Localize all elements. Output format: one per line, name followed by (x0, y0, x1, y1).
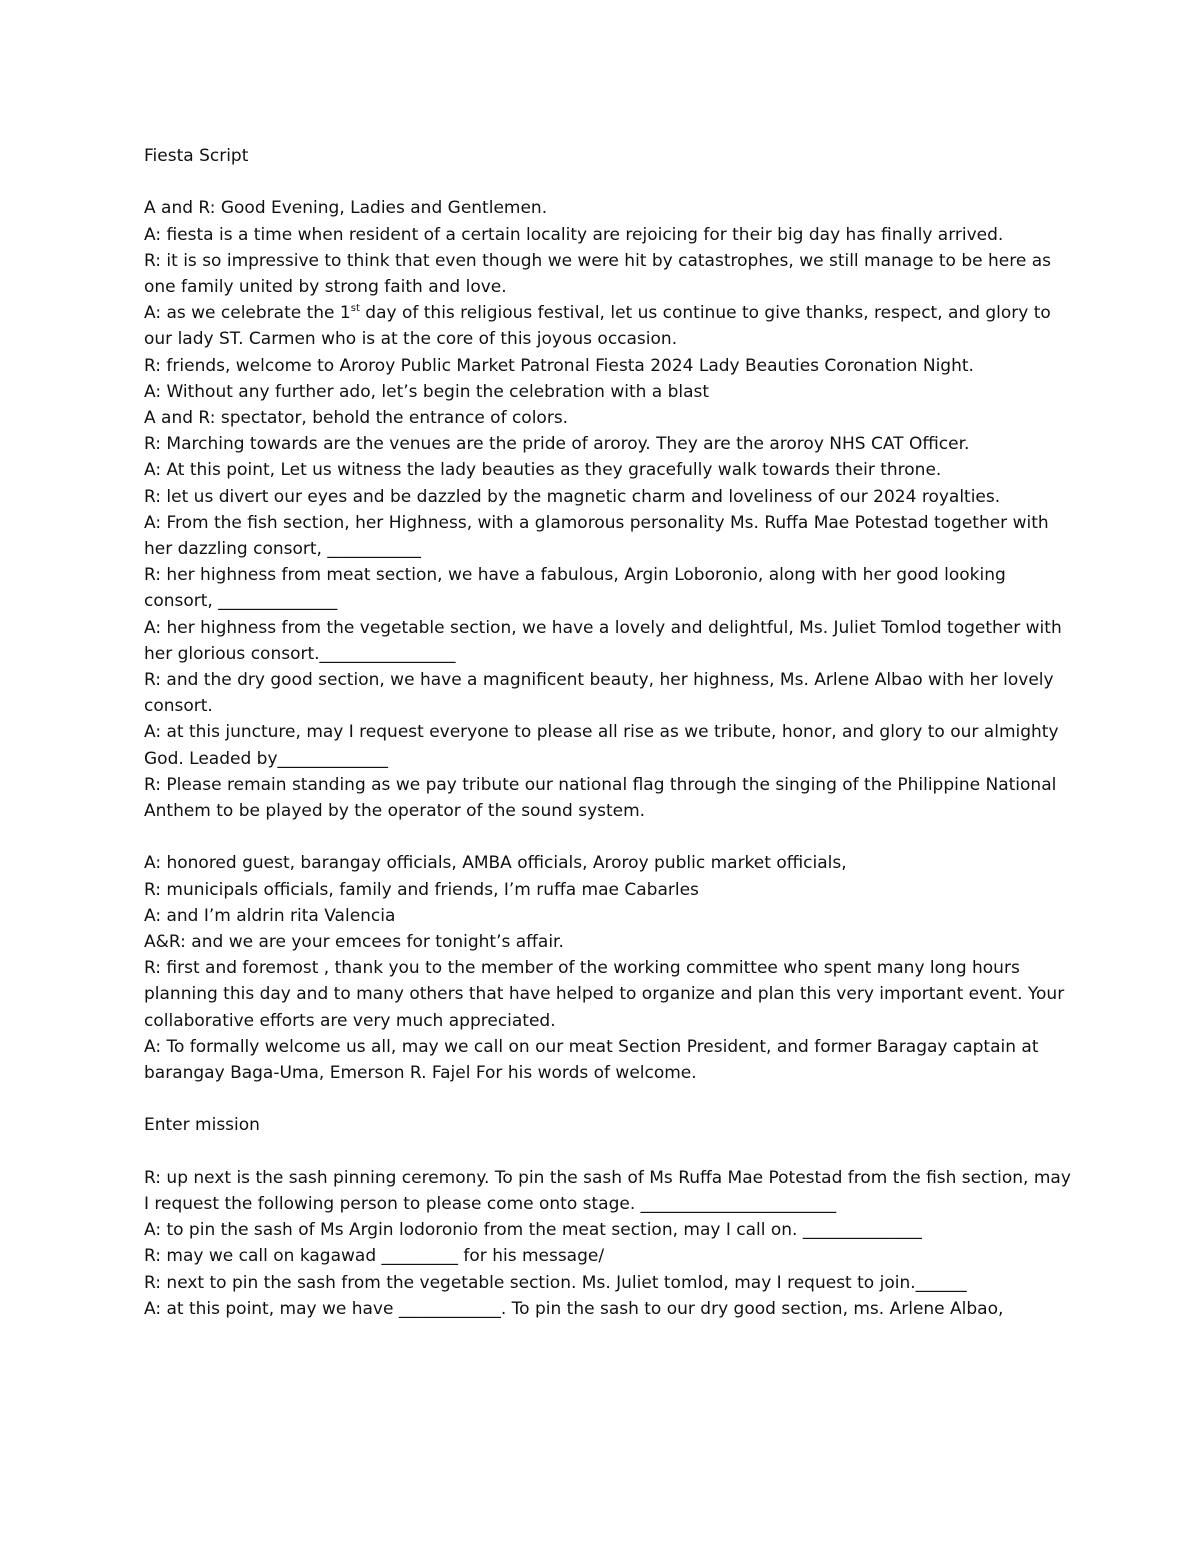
script-text: A: as we celebrate the 1 (144, 303, 351, 324)
section-heading: Enter mission (144, 1115, 260, 1136)
script-line: A: To formally welcome us all, may we call on our meat Section President, and former Baragay captain at barangay Baga-Uma, Emerson R. Fajel For his words of welcome. (144, 1036, 1039, 1084)
script-line: R: municipals officials, family and friends, I’m ruffa mae Cabarles (144, 879, 699, 900)
document-body (144, 143, 1074, 1322)
script-line: R: first and foremost , thank you to the member of the working committee who spent many long hours planning this day and to many others that have helped to organize and plan this very important event. Your collaborative efforts are very much appreciated. (144, 958, 1065, 1031)
script-line: R: Marching towards are the venues are the pride of aroroy. They are the aroroy NHS CAT Officer. (144, 434, 970, 455)
ordinal-suffix: st (350, 302, 360, 314)
script-line: A: honored guest, barangay officials, AMBA officials, Aroroy public market officials, (144, 853, 847, 874)
script-line: A: Without any further ado, let’s begin the celebration with a blast (144, 381, 710, 402)
script-line: A&R: and we are your emcees for tonight’s affair. (144, 932, 564, 953)
blank-line (144, 824, 1074, 850)
document-title: Fiesta Script (144, 146, 249, 166)
blank-line (144, 1139, 1074, 1165)
script-line: A: her highness from the vegetable section, we have a lovely and delightful, Ms. Juliet Tomlod together with her glorious consort.________________ (144, 617, 1062, 664)
script-line: R: and the dry good section, we have a magnificent beauty, her highness, Ms. Arlene Albao with her lovely consort. (144, 670, 1054, 717)
script-line: R: next to pin the sash from the vegetable section. Ms. Juliet tomlod, may I request to join.______ (144, 1272, 967, 1293)
script-line: R: friends, welcome to Aroroy Public Market Patronal Fiesta 2024 Lady Beauties Coronation Night. (144, 355, 974, 376)
script-line: A: From the fish section, her Highness, with a glamorous personality Ms. Ruffa Mae Potestad together with her dazzling consort, ___________ (144, 512, 1049, 560)
script-line: A: to pin the sash of Ms Argin lodoronio from the meat section, may I call on. ______________ (144, 1220, 922, 1241)
script-line: R: up next is the sash pinning ceremony. To pin the sash of Ms Ruffa Mae Potestad from the fish section, may I request the following person to please come onto stage. _______________________ (144, 1167, 1071, 1215)
script-line: R: her highness from meat section, we have a fabulous, Argin Loboronio, along with her good looking consort, ______________ (144, 565, 1006, 612)
script-line: A: at this juncture, may I request everyone to please all rise as we tribute, honor, and glory to our almighty God. Leaded by_____________ (144, 722, 1059, 769)
script-line: A and R: Good Evening, Ladies and Gentlemen. (144, 198, 548, 219)
script-line: A: At this point, Let us witness the lady beauties as they gracefully walk towards their throne. (144, 460, 942, 481)
script-line: R: may we call on kagawad _________ for his message/ (144, 1246, 605, 1267)
script-line: A and R: spectator, behold the entrance of colors. (144, 408, 569, 429)
script-text: day of this religious festival, let us continue to give thanks, respect, and glory to our lady ST. Carmen who is at the core of this joyous occasion. (144, 303, 1051, 350)
script-line: R: it is so impressive to think that even though we were hit by catastrophes, we still manage to be here as one family united by strong faith and love. (144, 250, 1051, 297)
script-line: R: Please remain standing as we pay tribute our national flag through the singing of the Philippine National Anthem to be played by the operator of the sound system. (144, 774, 1057, 822)
script-line: A: fiesta is a time when resident of a certain locality are rejoicing for their big day has finally arrived. (144, 224, 1004, 245)
script-line: A: and I’m aldrin rita Valencia (144, 905, 396, 926)
script-line (144, 300, 1074, 352)
script-line: A: at this point, may we have ____________. To pin the sash to our dry good section, ms. Arlene Albao, (144, 1298, 1004, 1319)
blank-line (144, 169, 1074, 195)
blank-line (144, 1086, 1074, 1112)
script-line: R: let us divert our eyes and be dazzled by the magnetic charm and loveliness of our 2024 royalties. (144, 486, 1001, 507)
